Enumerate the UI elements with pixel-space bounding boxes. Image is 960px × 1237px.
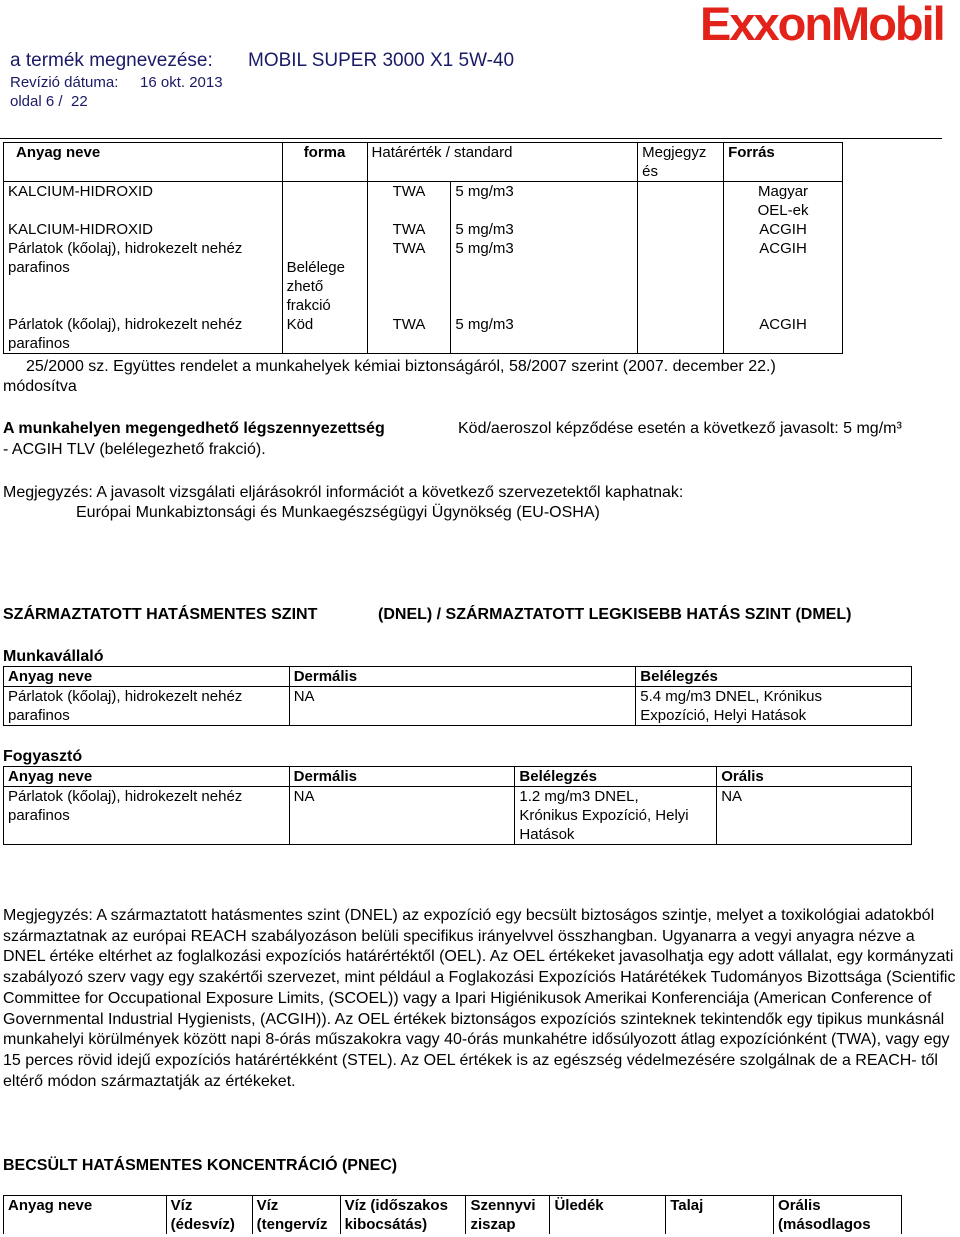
consumer-dnel-table (3, 766, 912, 845)
oel-table (3, 142, 843, 354)
pnec-header-oral: Orális (másodlagos (774, 1196, 902, 1235)
pnec-header-seawater: Víz (tengervíz (252, 1196, 340, 1235)
oel-cell-substance: Párlatok (kőolaj), hidrokezelt nehéz parafinos (4, 315, 283, 354)
oel-cell-note (638, 182, 724, 221)
worker-cell-inhalation: 5.4 mg/m3 DNEL, Krónikus Expozíció, Helyi Hatások (636, 687, 912, 726)
consumer-header-dermal: Dermális (289, 767, 515, 787)
consumer-cell-inhalation: 1.2 mg/m3 DNEL, Krónikus Expozíció, Helyi Hatások (515, 787, 717, 845)
table-row (4, 687, 912, 726)
note1-line1: Megjegyzés: A javasolt vizsgálati eljárásokról információt a következő szervezetektől kaphatnak: (3, 484, 684, 501)
regulation-note-line1: 25/2000 sz. Együttes rendelet a munkahelyek kémiai biztonságáról, 58/2007 szerint (2007. december 22.) (26, 358, 776, 375)
workplace-title: A munkahelyen megengedhető légszennyezettség (3, 420, 385, 437)
worker-label: Munkavállaló (3, 648, 104, 665)
table-row (4, 315, 843, 354)
product-name: MOBIL SUPER 3000 X1 5W-40 (248, 50, 515, 71)
pnec-header-freshwater: Víz (édesvíz) (166, 1196, 252, 1235)
dnel-note-paragraph: Megjegyzés: A származtatott hatásmentes szint (DNEL) az expozíció egy becsült biztoságos szintje, melyet a toxikológiai adatokból származtatnak az európai REACH szabályozáson belüli specifikus irányelvvel összhangban. Ugyanarra a vegyi anyagra nézve a DNEL értéke eltérhet az foglalkozási expozíciós határértéktől (OEL). Az OEL értékeket javasolhatja egy adott vállalat, egy kormányzati szabályozó szerv vagy egy szakértői szervezet, mint például a Foglakozási Expozíciós Határétékek Tudományos Bizottsága (Scientific Committee for Occupational Exposure Limits, (SCOEL)) vagy a Ipari Higiénikusok Amerikai Konferenciája (American Conference of Governmental Industrial Hygienists, (ACGIH)). Az OEL értékek biztonságos expozíciós szinteknek tekintendők egy tipikus munkásnál munkahelyi körülmények között napi 8-órás műszakokra vagy 40-órás munkahétre idősúlyozott átlag expozíciónként (TWA), vagy egy 15 perces rövid idejű expozíciós határértékként (STEL). Az OEL értékek is az egészség védelmezésére szolgálnak de a REACH- től eltérő módon származtatják az értékeket. (3, 907, 956, 1090)
oel-cell-source: ACGIH (724, 220, 843, 239)
consumer-header-inhalation: Belélegzés (515, 767, 717, 787)
table-row (4, 239, 843, 315)
page-label: oldal 6 / (10, 93, 63, 110)
oel-cell-source: ACGIH (724, 315, 843, 354)
consumer-header-substance: Anyag neve (4, 767, 290, 787)
oel-cell-form (282, 220, 367, 239)
worker-header-substance: Anyag neve (4, 667, 290, 687)
consumer-label: Fogyasztó (3, 748, 83, 765)
consumer-cell-oral: NA (717, 787, 912, 845)
table-row (4, 220, 843, 239)
consumer-header-row (4, 767, 912, 787)
oel-cell-form (282, 182, 367, 221)
oel-cell-form: Belélege zhető frakció (282, 239, 367, 315)
table-row (4, 182, 843, 221)
consumer-cell-dermal: NA (289, 787, 515, 845)
oel-cell-note (638, 315, 724, 354)
page-total: 22 (71, 93, 88, 110)
table-row (4, 787, 912, 845)
oel-cell-type: TWA (367, 315, 451, 354)
worker-cell-substance: Párlatok (kőolaj), hidrokezelt nehéz parafinos (4, 687, 290, 726)
dnel-title-b: (DNEL) / SZÁRMAZTATOTT LEGKISEBB HATÁS SZINT (DMEL) (378, 606, 852, 623)
worker-header-dermal: Dermális (289, 667, 636, 687)
revision-date: 16 okt. 2013 (140, 74, 223, 91)
oel-cell-type: TWA (367, 182, 451, 221)
oel-cell-type: TWA (367, 239, 451, 315)
oel-cell-value: 5 mg/m3 (451, 239, 638, 315)
pnec-table (3, 1195, 902, 1234)
worker-cell-dermal: NA (289, 687, 636, 726)
regulation-note-line2: módosítva (3, 378, 77, 395)
pnec-title: BECSÜLT HATÁSMENTES KONCENTRÁCIÓ (PNEC) (3, 1157, 398, 1174)
oel-header-limit: Határérték / standard (367, 143, 638, 182)
oel-header-row (4, 143, 843, 182)
pnec-header-sediment: Üledék (550, 1196, 666, 1235)
oel-cell-type: TWA (367, 220, 451, 239)
pnec-header-row (4, 1196, 902, 1235)
oel-header-source: Forrás (724, 143, 843, 182)
oel-cell-substance: KALCIUM-HIDROXID (4, 182, 283, 221)
oel-header-substance: Anyag neve (4, 143, 283, 182)
worker-header-inhalation: Belélegzés (636, 667, 912, 687)
oel-cell-value: 5 mg/m3 (451, 315, 638, 354)
oel-header-note: Megjegyz és (638, 143, 724, 182)
pnec-header-soil: Talaj (666, 1196, 774, 1235)
oel-cell-form: Köd (282, 315, 367, 354)
exxonmobil-logo: ExxonMobil (700, 0, 944, 50)
consumer-header-oral: Orális (717, 767, 912, 787)
workplace-text-2: - ACGIH TLV (belélegezhető frakció). (3, 441, 266, 458)
workplace-text: Köd/aeroszol képződése esetén a következő javasolt: 5 mg/m³ (458, 420, 902, 437)
consumer-cell-substance: Párlatok (kőolaj), hidrokezelt nehéz parafinos (4, 787, 290, 845)
oel-cell-value: 5 mg/m3 (451, 182, 638, 221)
oel-cell-value: 5 mg/m3 (451, 220, 638, 239)
worker-header-row (4, 667, 912, 687)
oel-cell-note (638, 239, 724, 315)
pnec-header-sludge: Szennyvi ziszap (466, 1196, 550, 1235)
worker-dnel-table (3, 666, 912, 726)
product-label: a termék megnevezése: (10, 50, 213, 71)
pnec-header-substance: Anyag neve (4, 1196, 167, 1235)
note1-line2: Európai Munkabiztonsági és Munkaegészségügyi Ügynökség (EU-OSHA) (76, 504, 600, 521)
dnel-title-a: SZÁRMAZTATOTT HATÁSMENTES SZINT (3, 606, 318, 623)
pnec-header-intermittent: Víz (időszakos kibocsátás) (340, 1196, 466, 1235)
revision-label: Revízió dátuma: (10, 74, 119, 91)
oel-cell-note (638, 220, 724, 239)
header-divider (0, 138, 942, 139)
oel-cell-substance: Párlatok (kőolaj), hidrokezelt nehéz parafinos (4, 239, 283, 315)
oel-cell-source: Magyar OEL-ek (724, 182, 843, 221)
oel-cell-substance: KALCIUM-HIDROXID (4, 220, 283, 239)
oel-header-form: forma (282, 143, 367, 182)
oel-cell-source: ACGIH (724, 239, 843, 315)
